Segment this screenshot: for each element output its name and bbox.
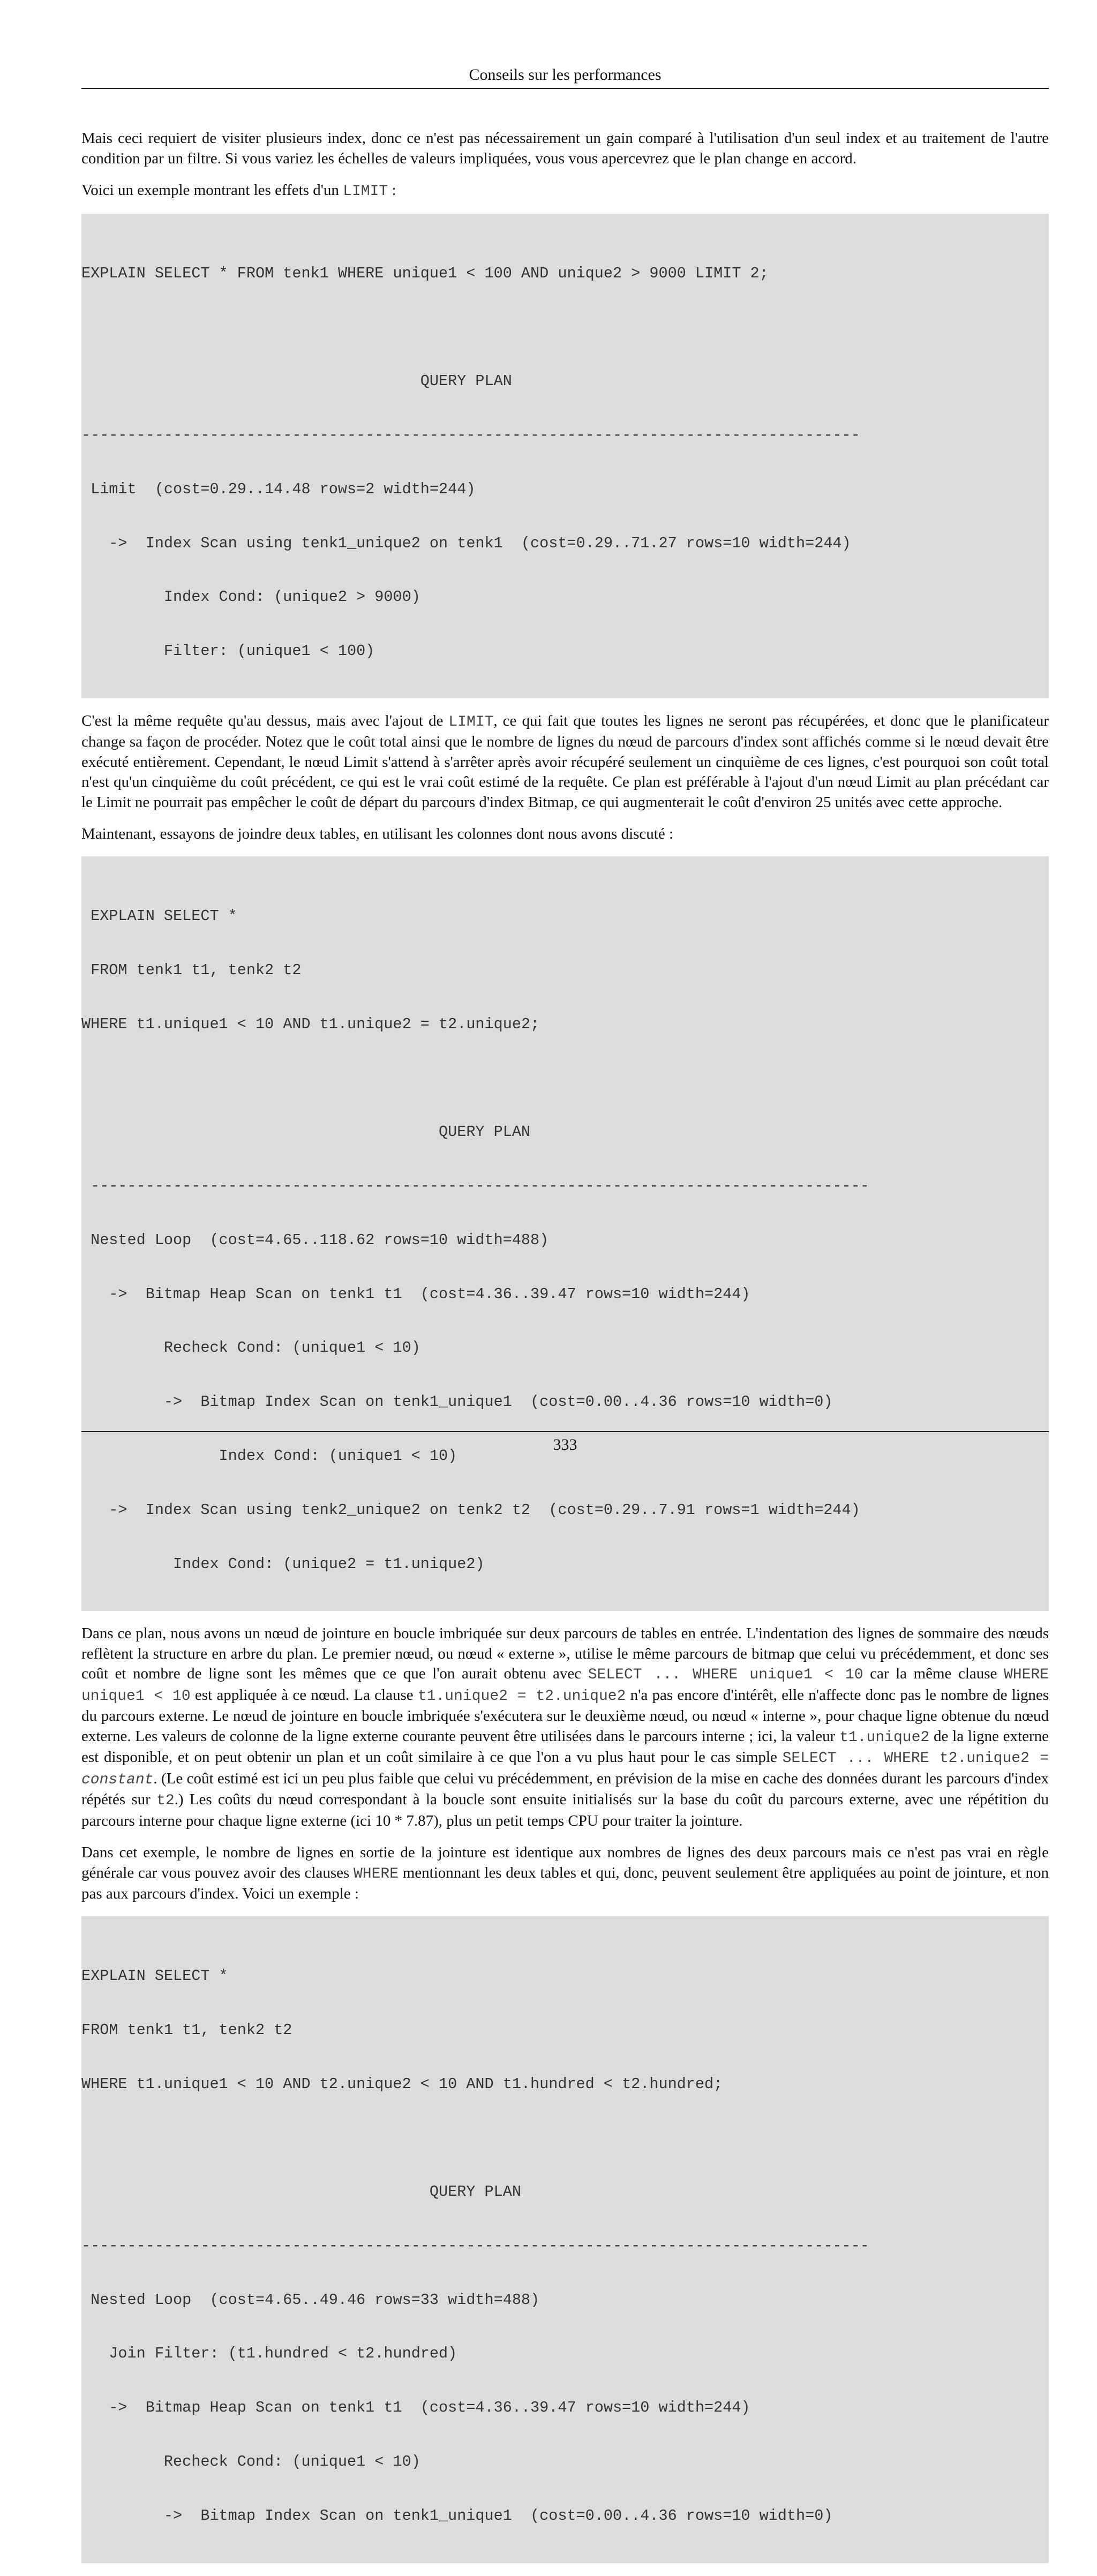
- code-line: WHERE t1.unique1 < 10 AND t2.unique2 < 10 AND t1.hundred < t2.hundred;: [81, 2075, 723, 2093]
- inline-code: WHERE unique1 < 10: [81, 1667, 1049, 1705]
- page-header: [81, 62, 1049, 89]
- code-line: WHERE t1.unique1 < 10 AND t1.unique2 = t2.unique2;: [81, 1015, 540, 1033]
- code-line: -------------------------------------------------------------------------------------: [81, 1177, 869, 1195]
- code-line: Nested Loop (cost=4.65..118.62 rows=10 width=488): [81, 1231, 549, 1249]
- page-body: [81, 129, 1049, 2576]
- inline-code-limit: LIMIT: [448, 713, 494, 730]
- code-line: Index Cond: (unique1 < 10): [81, 1447, 457, 1465]
- code-line: -> Index Scan using tenk1_unique2 on tenk1 (cost=0.29..71.27 rows=10 width=244): [81, 534, 851, 552]
- code-line: Recheck Cond: (unique1 < 10): [81, 1339, 420, 1357]
- code-line: EXPLAIN SELECT *: [81, 907, 237, 925]
- inline-code: t1.unique2 = t2.unique2: [417, 1688, 626, 1705]
- inline-code-limit: LIMIT: [343, 183, 388, 200]
- code-line: -> Index Scan using tenk2_unique2 on tenk2 t2 (cost=0.29..7.91 rows=1 width=244): [81, 1501, 860, 1519]
- code-block-join-filter-example: [81, 1916, 1049, 2563]
- code-line: QUERY PLAN: [81, 2183, 521, 2201]
- code-line: [81, 318, 1049, 336]
- code-line: Filter: (unique1 < 100): [81, 642, 375, 660]
- code-line: Index Cond: (unique2 > 9000): [81, 588, 420, 606]
- code-line: Recheck Cond: (unique1 < 10): [81, 2453, 420, 2470]
- paragraph-join-filter-intro: Dans cet exemple, le nombre de lignes en sortie de la jointure est identique aux nombres de lignes des deux parcours mais ce n'est pas vrai en règle générale car vous pouvez avoir des clauses WHERE mentionnant les deux tables et qui, donc, peuvent seulement être appliquées au point de jointure, et non pas aux parcours d'index. Voici un exemple :: [81, 1844, 1049, 1903]
- code-line: Join Filter: (t1.hundred < t2.hundred): [81, 2345, 457, 2363]
- code-line: Nested Loop (cost=4.65..49.46 rows=33 width=488): [81, 2291, 540, 2309]
- page-number: 333: [553, 1436, 577, 1453]
- code-line: -------------------------------------------------------------------------------------: [81, 426, 860, 445]
- inline-code: SELECT ... WHERE t2.unique2 =: [782, 1750, 1049, 1767]
- paragraph-multiple-index: Mais ceci requiert de visiter plusieurs index, donc ce n'est pas nécessairement un gain comparé à l'utilisation d'un seul index et au traitement de l'autre condition par un filtre. Si vous variez les échelles de valeurs impliquées, vous vous apercevrez que le plan change en accord.: [81, 130, 1049, 167]
- code-line: Limit (cost=0.29..14.48 rows=2 width=244): [81, 480, 476, 498]
- code-line: FROM tenk1 t1, tenk2 t2: [81, 961, 302, 979]
- code-line: QUERY PLAN: [81, 372, 512, 390]
- paragraph-limit-intro: Voici un exemple montrant les effets d'un LIMIT :: [81, 182, 396, 200]
- code-block-join-example: [81, 856, 1049, 1611]
- paragraph-nested-loop-explanation: Dans ce plan, nous avons un nœud de jointure en boucle imbriquée sur deux parcours de tables en entrée. L'indentation des lignes de sommaire des nœuds reflètent la structure en arbre du plan. Le premier nœud, ou nœud « externe », utilise le même parcours de bitmap que celui vu précédemment, et donc ses coût et nombre de ligne sont les mêmes que ce que l'on aurait obtenu avec SELECT ... WHERE unique1 < 10 car la même clause WHERE unique1 < 10 est appliquée à ce nœud. La clause t1.unique2 = t2.unique2 n'a pas encore d'intérêt, elle n'affecte donc pas le nombre de lignes du parcours externe. Le nœud de jointure en boucle imbriquée s'exécutera sur le deuxième nœud, ou nœud « interne », pour chaque ligne obtenue du nœud externe. Les valeurs de colonne de la ligne externe courante peuvent être utilisées dans le parcours interne ; ici, la valeur t1.unique2 de la ligne externe est disponible, et on peut obtenir un plan et un coût similaire à ce que l'on a vu plus haut pour le cas simple SELECT ... WHERE t2.unique2 = constant. (Le coût estimé est ici un peu plus faible que celui vu précédemment, en prévision de la mise en cache des données durant les parcours d'index répétés sur t2.) Les coûts du nœud correspondant à la boucle sont ensuite initialisés sur la base du coût du parcours externe, avec une répétition du parcours interne pour chaque ligne externe (ici 10 * 7.87), plus un petit temps CPU pour traiter la jointure.: [81, 1625, 1049, 1829]
- code-block-limit-example: [81, 214, 1049, 698]
- code-line: [81, 2129, 1049, 2147]
- code-line: EXPLAIN SELECT * FROM tenk1 WHERE unique1 < 100 AND unique2 > 9000 LIMIT 2;: [81, 264, 769, 282]
- code-line: EXPLAIN SELECT *: [81, 1967, 228, 1985]
- inline-code: t2: [156, 1792, 175, 1810]
- inline-code-where: WHERE: [354, 1865, 399, 1882]
- code-line: Index Cond: (unique2 = t1.unique2): [81, 1555, 485, 1573]
- paragraph-limit-explanation: C'est la même requête qu'au dessus, mais avec l'ajout de LIMIT, ce qui fait que toutes les lignes ne seront pas récupérées, et donc que le planificateur change sa façon de procéder. Notez que le coût total ainsi que le nombre de lignes du nœud de parcours d'index sont affichés comme si le nœud devait être exécuté entièrement. Cependant, le nœud Limit s'attend à s'arrêter après avoir récupéré seulement un cinquième de ces lignes, c'est pourquoi son coût total n'est qu'un cinquième du coût précédent, ce qui est le vrai coût estimé de la requête. Ce plan est préférable à l'ajout d'un nœud Limit au plan précédant car le Limit ne pourrait pas empêcher le coût de départ du parcours d'index Bitmap, ce qui augmenterait le coût d'environ 25 unités avec cette approche.: [81, 712, 1049, 811]
- paragraph-join-intro: Maintenant, essayons de joindre deux tables, en utilisant les colonnes dont nous avons discuté :: [81, 825, 674, 843]
- code-line: -> Bitmap Index Scan on tenk1_unique1 (cost=0.00..4.36 rows=10 width=0): [81, 2506, 833, 2525]
- code-line: QUERY PLAN: [81, 1123, 531, 1141]
- code-line: FROM tenk1 t1, tenk2 t2: [81, 2021, 292, 2039]
- code-line: -> Bitmap Heap Scan on tenk1 t1 (cost=4.36..39.47 rows=10 width=244): [81, 2399, 750, 2417]
- inline-code: t1.unique2: [839, 1729, 930, 1746]
- code-line: -> Bitmap Index Scan on tenk1_unique1 (cost=0.00..4.36 rows=10 width=0): [81, 1393, 833, 1411]
- page-footer: [81, 1431, 1049, 1456]
- code-line: [81, 1069, 1049, 1087]
- inline-code: SELECT ... WHERE unique1 < 10: [588, 1667, 863, 1684]
- inline-code-italic: constant: [81, 1771, 154, 1788]
- page-header-title: Conseils sur les performances: [469, 66, 662, 84]
- code-line: -> Bitmap Heap Scan on tenk1 t1 (cost=4.36..39.47 rows=10 width=244): [81, 1285, 750, 1303]
- code-line: --------------------------------------------------------------------------------------: [81, 2236, 869, 2255]
